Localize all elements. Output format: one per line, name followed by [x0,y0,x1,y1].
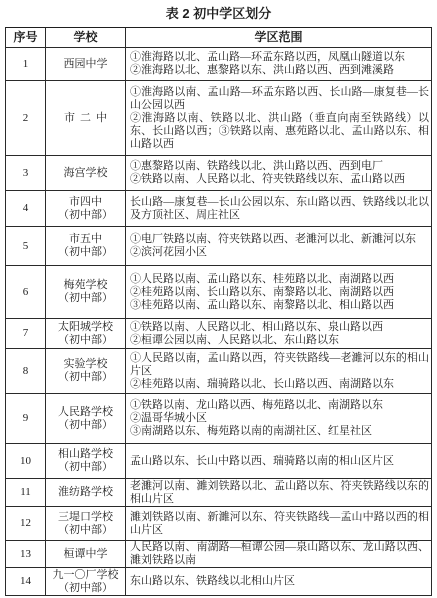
table-row [6,444,432,479]
school-division: （初中部） [58,371,113,383]
school-division: （初中部） [58,418,113,431]
school-name: 市五中 [69,233,102,245]
school-division: （初中部） [58,333,113,346]
school-name: 市二中 [64,111,112,124]
district-range-item: 濉刘铁路以南、新濉河以东、符夹铁路线—孟山中路以西的相山片区 [130,510,429,536]
table-title: 表 2 初中学区划分 [165,6,272,21]
school-division: （初中部） [58,523,113,536]
school-cell [46,568,126,596]
district-range-item: ①人民路以南，孟山路以西，符夹铁路线—老濉河以东的相山片区 [130,351,429,377]
district-range-cell [126,81,432,156]
table-row [6,266,432,319]
district-range-item: ①铁路以南、龙山路以西、梅苑路以北、南湖路以东 [130,399,383,411]
table-row [6,568,432,596]
row-index: 12 [6,507,46,541]
school-district-table [5,27,432,596]
row-index: 1 [6,48,46,81]
district-range-cell [126,507,432,541]
district-range-item: ①淮海路以北、孟山路—环孟东路以西，凤凰山隧道以东 [130,51,405,63]
district-range-item: 人民路以南、南湖路—桓谭公园—泉山路以东、龙山路以西、濉刘铁路以南 [130,541,429,566]
school-name: 桓谭中学 [63,547,108,560]
district-range-item: ②淮海路以北、惠黎路以东、洪山路以西、西到滩溪路 [130,64,394,76]
row-index: 2 [6,81,46,156]
district-range-cell [126,394,432,444]
table-row [6,479,432,507]
school-name: 西园中学 [63,57,108,70]
school-division: （初中部） [58,581,113,594]
district-range-item: ③桂苑路以南、孟山路以东、南黎路以北、相山路以西 [130,298,394,311]
district-range-cell [126,319,432,349]
district-range-cell [126,541,432,568]
school-cell [46,541,126,568]
table-row [6,394,432,444]
table-row [6,191,432,227]
district-range-item: ①铁路以南、人民路以北、相山路以东、泉山路以西 [130,320,383,333]
table-row [6,227,432,266]
district-range-item: ②桂苑路以南、瑞骑路以北、长山路以西、南湖路以东 [130,377,394,390]
school-cell [46,444,126,479]
district-range-cell [126,191,432,227]
school-name: 三堤口学校 [58,510,113,523]
district-range-cell [126,568,432,596]
row-index: 10 [6,444,46,479]
school-cell [46,191,126,227]
school-cell [46,48,126,81]
school-cell [46,156,126,191]
district-range-cell [126,479,432,507]
district-range-item: 老濉河以南、濉刘铁路以北、孟山路以东、符夹铁路线以东的相山片区 [130,479,429,505]
school-name: 市四中 [69,195,102,208]
table-row [6,507,432,541]
district-range-item: 长山路—康复巷—长山公园以东、东山路以西、铁路线以北以及方顶社区、周庄社区 [130,195,429,221]
district-range-item: ①淮海路以南、孟山路—环孟东路以西、长山路—康复巷—长山公园以西 [130,85,429,111]
row-index: 14 [6,568,46,596]
district-range-item: ①人民路以南、孟山路以东、桂苑路以北、南湖路以西 [130,272,394,285]
district-range-item: ③南湖路以东、梅苑路以南的南湖社区、红星社区 [130,425,372,437]
district-range-item: ②淮海路以南、铁路以北、洪山路（垂直向南至铁路线）以东、长山路以西；③铁路以南、惠苑路以北、孟山路以东、相山路以西 [130,111,429,150]
district-range-item: ②铁路以南、人民路以北、符夹铁路线以东、孟山路以西 [130,173,405,185]
district-range-item: 孟山路以东、长山中路以西、瑞骑路以南的相山区片区 [130,454,394,467]
district-range-cell [126,349,432,394]
table-row [6,541,432,568]
row-index: 4 [6,191,46,227]
school-name: 太阳城学校 [58,320,113,333]
district-range-item: ①电厂铁路以南、符夹铁路以西、老濉河以北、新濉河以东 [130,233,416,245]
district-range-item: ②桂苑路以南、长山路以东、南黎路以北、南湖路以西 [130,285,394,298]
school-name: 九一〇厂学校 [52,568,119,581]
row-index: 13 [6,541,46,568]
row-index: 7 [6,319,46,349]
row-index: 8 [6,349,46,394]
header-range: 学区范围 [126,28,432,48]
school-cell [46,507,126,541]
school-name: 相山路学校 [58,448,113,460]
table-row [6,156,432,191]
header-index: 序号 [6,28,46,48]
school-cell [46,394,126,444]
table-header-row [6,28,432,48]
school-division: （初中部） [58,208,113,221]
school-division: （初中部） [58,292,113,304]
row-index: 6 [6,266,46,319]
table-row [6,81,432,156]
school-name: 梅苑学校 [63,279,108,291]
table-row [6,349,432,394]
row-index: 11 [6,479,46,507]
school-cell [46,266,126,319]
row-index: 3 [6,156,46,191]
school-division: （初中部） [58,246,113,258]
district-range-cell [126,444,432,479]
school-name: 人民路学校 [58,405,113,418]
row-index: 9 [6,394,46,444]
school-cell [46,81,126,156]
school-cell [46,319,126,349]
district-range-cell [126,227,432,266]
school-name: 海宫学校 [63,166,108,179]
district-range-cell [126,266,432,319]
table-row [6,319,432,349]
school-cell [46,479,126,507]
row-index: 5 [6,227,46,266]
district-range-cell [126,156,432,191]
district-range-item: ②温哥华城小区 [130,412,207,424]
district-range-item: ②桓谭公园以南、人民路以北、东山路以东 [130,333,339,346]
school-name: 实验学校 [63,358,108,370]
district-range-item: ①惠黎路以南、铁路线以北、洪山路以西、西到电厂 [130,160,383,172]
school-cell [46,349,126,394]
school-cell [46,227,126,266]
district-range-item: 东山路以东、铁路线以北相山片区 [130,575,295,587]
school-division: （初中部） [58,461,113,473]
header-school: 学校 [46,28,126,48]
school-name: 淮纺路学校 [58,486,113,498]
district-range-cell [126,48,432,81]
table-row [6,48,432,81]
district-range-item: ②滨河花园小区 [130,246,207,258]
